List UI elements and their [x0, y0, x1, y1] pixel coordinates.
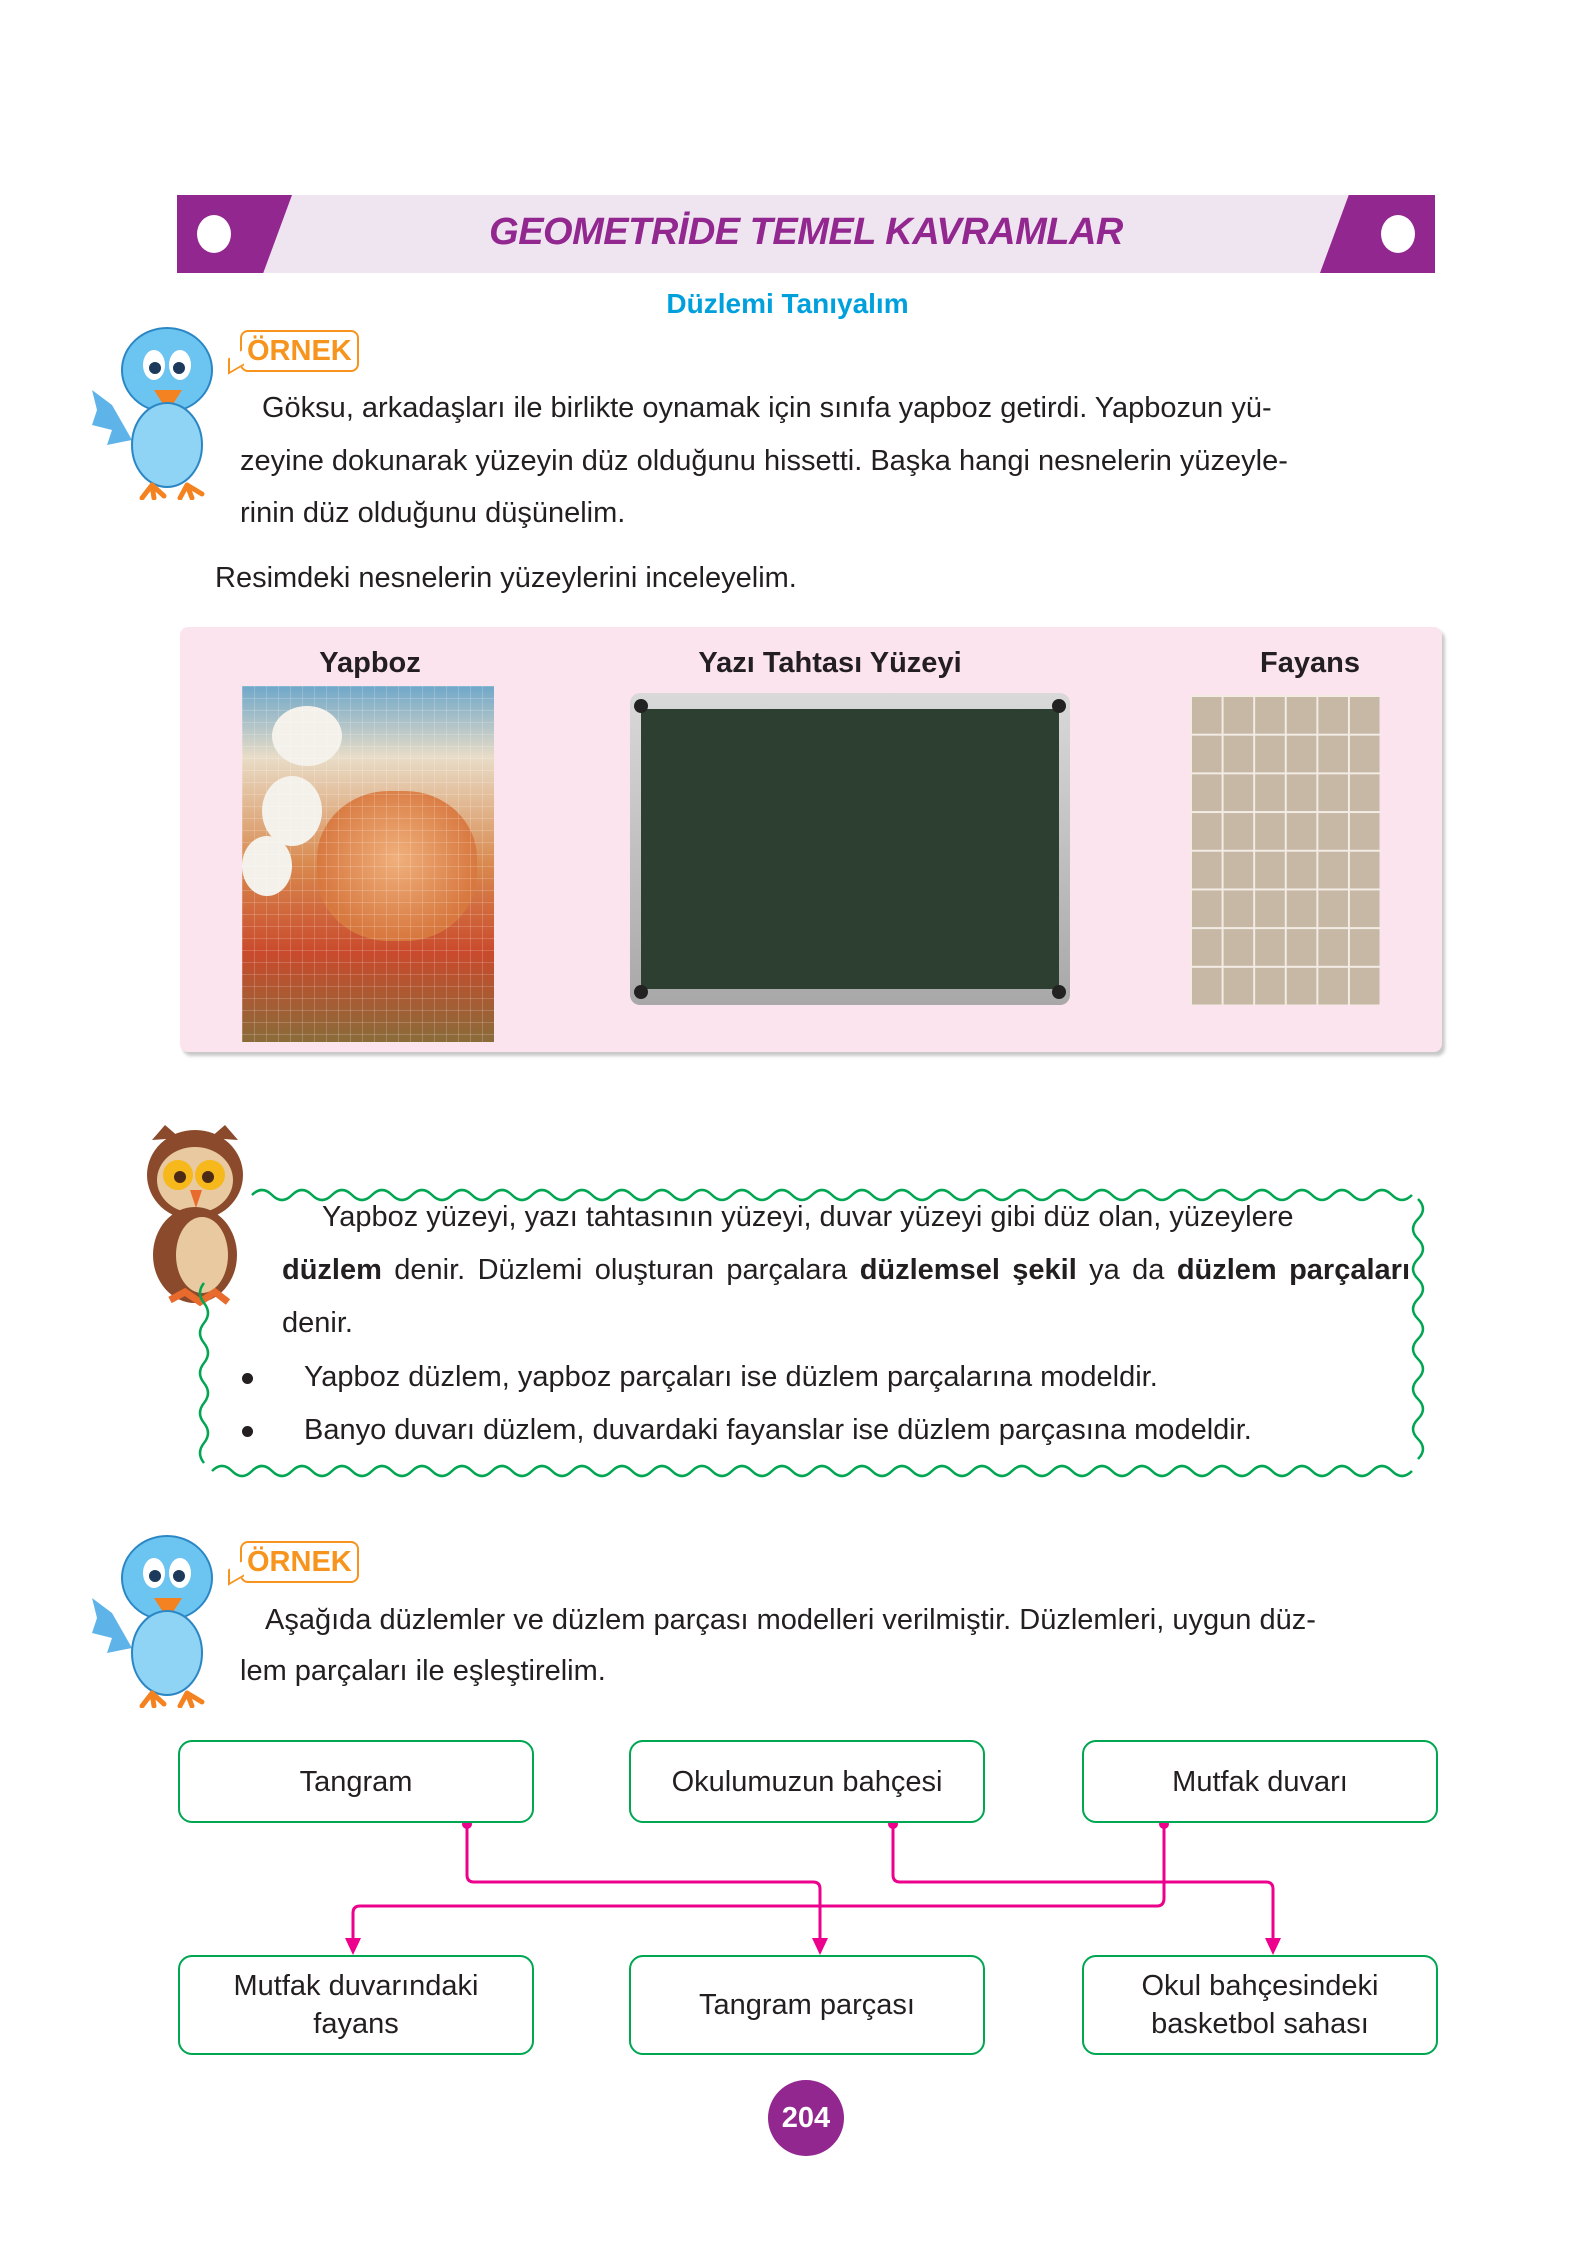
example1-line-1: Göksu, arkadaşları ile birlikte oynamak için sınıfa yapboz getirdi. Yapbozun yü-	[262, 392, 1272, 424]
part-box-basketbol-sahasi: Okul bahçesindeki basketbol sahası	[1082, 1955, 1438, 2055]
part-box-tangram-parcasi: Tangram parçası	[629, 1955, 985, 2055]
example2-line-1: Aşağıda düzlemler ve düzlem parçası modelleri verilmiştir. Düzlemleri, uygun düz-	[265, 1604, 1316, 1636]
example1-instruction: Resimdeki nesnelerin yüzeylerini inceleyelim.	[215, 562, 797, 594]
chapter-title: GEOMETRİDE TEMEL KAVRAMLAR	[489, 211, 1123, 253]
ornek-badge: ÖRNEK	[240, 1541, 359, 1583]
label-yazi-tahtasi: Yazı Tahtası Yüzeyi	[698, 647, 962, 679]
example1-line-3: rinin düz olduğunu düşünelim.	[240, 497, 626, 529]
label-yapboz: Yapboz	[319, 647, 421, 679]
bullet-item: Banyo duvarı düzlem, duvardaki fayanslar ise düzlem parçasına modeldir.	[242, 1404, 1252, 1457]
page-number: 204	[768, 2080, 844, 2156]
part-box-fayans: Mutfak duvarındaki fayans	[178, 1955, 534, 2055]
example2-line-2: lem parçaları ile eşleştirelim.	[240, 1655, 606, 1687]
term-duzlem: düzlem	[282, 1254, 382, 1286]
plane-box-tangram: Tangram	[178, 1740, 534, 1823]
definition-text: Yapboz yüzeyi, yazı tahtasının yüzeyi, duvar yüzeyi gibi düz olan, yüzeylere düzlem denir. Düzlemi oluşturan parçalara düzlemsel şekil ya da düzlem parçaları denir.	[282, 1201, 1411, 1339]
label-fayans: Fayans	[1260, 647, 1360, 679]
term-duzlem-parcalari: düzlem parçaları	[1176, 1254, 1411, 1286]
section-subtitle: Düzlemi Tanıyalım	[666, 288, 909, 319]
example1-line-2: zeyine dokunarak yüzeyin düz olduğunu hissetti. Başka hangi nesnelerin yüzeyle-	[240, 445, 1288, 477]
plane-box-mutfak-duvari: Mutfak duvarı	[1082, 1740, 1438, 1823]
term-duzlemsel-sekil: düzlemsel şekil	[859, 1254, 1077, 1286]
plane-box-okul-bahcesi: Okulumuzun bahçesi	[629, 1740, 985, 1823]
ornek-badge: ÖRNEK	[240, 330, 359, 372]
bullet-item: Yapboz düzlem, yapboz parçaları ise düzlem parçalarına modeldir.	[242, 1351, 1252, 1404]
